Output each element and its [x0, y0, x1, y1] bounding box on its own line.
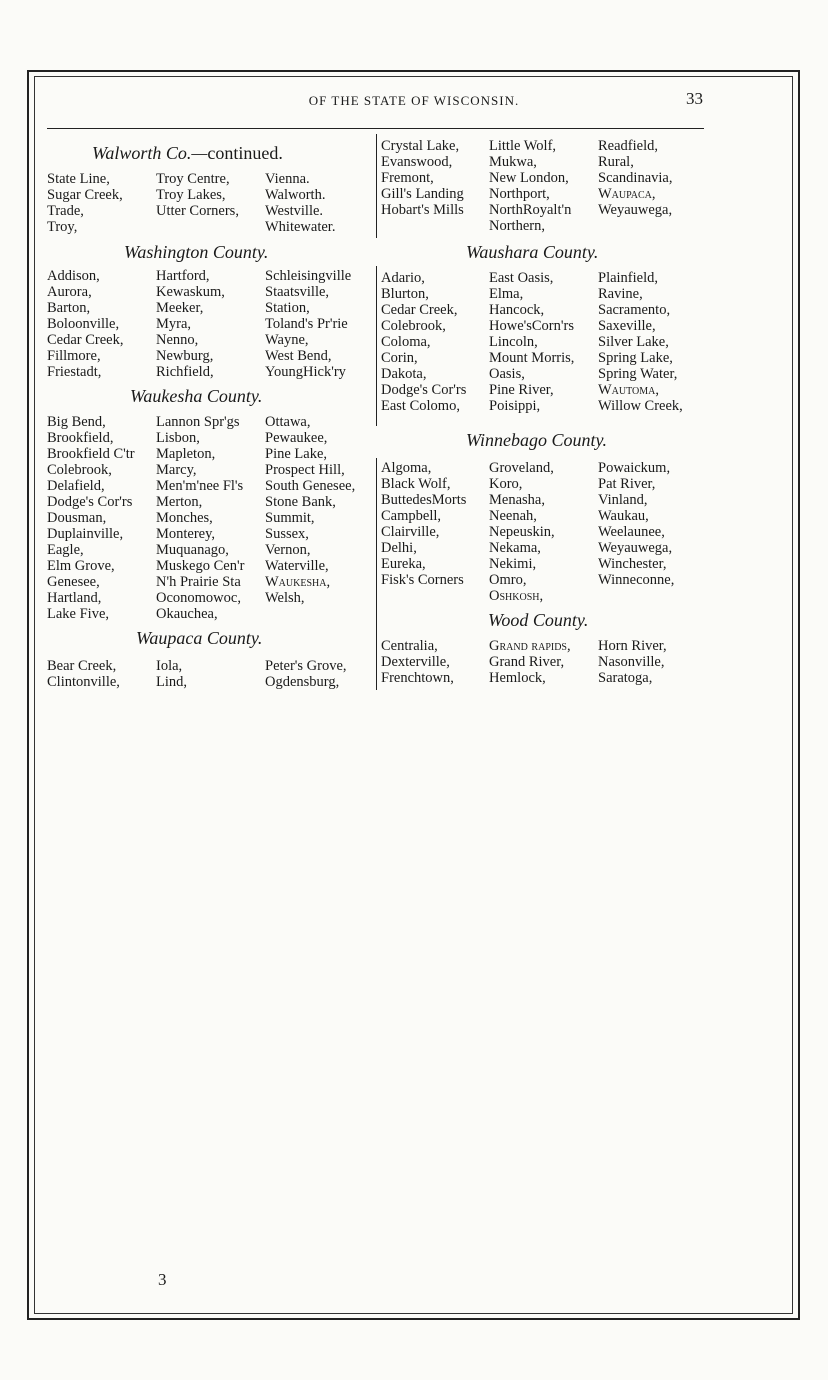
place-name: Dodge's Cor'rs: [381, 382, 467, 398]
place-name: Algoma,: [381, 460, 432, 476]
place-name: Winneconne,: [598, 572, 675, 588]
place-name: Evanswood,: [381, 154, 453, 170]
place-name: Sacramento,: [598, 302, 671, 318]
place-name: Stone Bank,: [265, 494, 336, 510]
place-name: Black Wolf,: [381, 476, 451, 492]
place-name: Frenchtown,: [381, 670, 454, 686]
place-name: Oconomowoc,: [156, 590, 241, 606]
place-name: Boloonville,: [47, 316, 120, 332]
place-name: Hartford,: [156, 268, 210, 284]
place-name: Fillmore,: [47, 348, 101, 364]
place-name: Whitewater.: [265, 219, 336, 235]
place-name: Willow Creek,: [598, 398, 683, 414]
place-name: Peter's Grove,: [265, 658, 347, 674]
place-name: Powaickum,: [598, 460, 671, 476]
place-name: Richfield,: [156, 364, 214, 380]
place-name: Myra,: [156, 316, 192, 332]
place-name: Nasonville,: [598, 654, 665, 670]
place-name: Prospect Hill,: [265, 462, 345, 478]
place-name: Vienna.: [265, 171, 310, 187]
place-name: Oasis,: [489, 366, 525, 382]
place-name: Northport,: [489, 186, 550, 202]
waushara-list: [381, 270, 713, 414]
place-name: Lisbon,: [156, 430, 200, 446]
place-name: Vernon,: [265, 542, 311, 558]
place-name: State Line,: [47, 171, 110, 187]
place-name: Silver Lake,: [598, 334, 669, 350]
place-name: Lake Five,: [47, 606, 110, 622]
place-name: [381, 218, 489, 234]
place-name: New London,: [489, 170, 569, 186]
place-name: Neenah,: [489, 508, 537, 524]
place-name: Clairville,: [381, 524, 440, 540]
place-name: Nepeuskin,: [489, 524, 555, 540]
place-name: Wayne,: [265, 332, 309, 348]
place-name: Westville.: [265, 203, 324, 219]
place-name: Koro,: [489, 476, 523, 492]
place-name: Dexterville,: [381, 654, 450, 670]
place-name: Waupaca,: [598, 186, 656, 202]
place-name: Plainfield,: [598, 270, 659, 286]
walworth-list: [47, 171, 377, 235]
waupaca-list: [47, 658, 377, 690]
place-name: Poisippi,: [489, 398, 541, 414]
section-title-walworth: Walworth Co.—continued.: [92, 143, 283, 163]
place-name: Campbell,: [381, 508, 442, 524]
place-name: Spring Water,: [598, 366, 678, 382]
place-name: Toland's Pr'rie: [265, 316, 348, 332]
place-name: Eureka,: [381, 556, 426, 572]
section-title-wood: Wood County.: [488, 610, 589, 630]
place-name: Saratoga,: [598, 670, 653, 686]
place-name: Bear Creek,: [47, 658, 117, 674]
place-name: NorthRoyalt'n: [489, 202, 572, 218]
place-name: Station,: [265, 300, 310, 316]
section-title-washington: Washington County.: [124, 242, 269, 262]
place-name: [598, 588, 713, 604]
place-name: Pat River,: [598, 476, 656, 492]
place-name: Merton,: [156, 494, 203, 510]
place-name: Meeker,: [156, 300, 204, 316]
place-name: Waterville,: [265, 558, 329, 574]
place-name: Weyauwega,: [598, 202, 673, 218]
place-name: Monches,: [156, 510, 213, 526]
place-name: Fisk's Corners: [381, 572, 464, 588]
place-name: Cedar Creek,: [47, 332, 124, 348]
place-name: Big Bend,: [47, 414, 106, 430]
running-head: OF THE STATE OF WISCONSIN.: [308, 93, 520, 108]
place-name: N'h Prairie Sta: [156, 574, 241, 590]
section-title-waushara: Waushara County.: [466, 242, 599, 262]
place-name: East Colomo,: [381, 398, 460, 414]
signature-mark: 3: [158, 1270, 167, 1289]
place-name: Oshkosh,: [489, 588, 544, 604]
place-name: Dodge's Cor'rs: [47, 494, 133, 510]
place-name: Horn River,: [598, 638, 667, 654]
place-name: Howe'sCorn'rs: [489, 318, 574, 334]
place-name: Menasha,: [489, 492, 545, 508]
place-name: Waukesha,: [265, 574, 331, 590]
place-name: Pine River,: [489, 382, 554, 398]
place-name: Blurton,: [381, 286, 429, 302]
place-name: Kewaskum,: [156, 284, 225, 300]
place-name: Waukau,: [598, 508, 649, 524]
place-name: Cedar Creek,: [381, 302, 458, 318]
page-number: 33: [686, 89, 703, 108]
place-name: Nenno,: [156, 332, 199, 348]
place-name: Friestadt,: [47, 364, 102, 380]
place-name: Grand rapids,: [489, 638, 571, 654]
place-name: Readfield,: [598, 138, 658, 154]
place-name: Pine Lake,: [265, 446, 328, 462]
place-name: Scandinavia,: [598, 170, 673, 186]
section-title-winnebago: Winnebago County.: [466, 430, 607, 450]
place-name: South Genesee,: [265, 478, 356, 494]
place-name: Lind,: [156, 674, 188, 690]
place-name: Brookfield C'tr: [47, 446, 135, 462]
place-name: Utter Corners,: [156, 203, 239, 219]
waupaca-continued-list: [381, 138, 713, 234]
place-name: Coloma,: [381, 334, 431, 350]
place-name: Wautoma,: [598, 382, 660, 398]
place-name: Spring Lake,: [598, 350, 673, 366]
place-name: Corin,: [381, 350, 418, 366]
waukesha-list: [47, 414, 377, 622]
place-name: Fremont,: [381, 170, 434, 186]
place-name: Summit,: [265, 510, 315, 526]
place-name: Newburg,: [156, 348, 214, 364]
place-name: Monterey,: [156, 526, 216, 542]
place-name: Mount Morris,: [489, 350, 575, 366]
place-name: West Bend,: [265, 348, 332, 364]
place-name: Hancock,: [489, 302, 545, 318]
place-name: Lincoln,: [489, 334, 538, 350]
place-name: Gill's Landing: [381, 186, 464, 202]
place-name: Dakota,: [381, 366, 427, 382]
place-name: Schleisingville: [265, 268, 352, 284]
place-name: Elma,: [489, 286, 524, 302]
place-name: Muquanago,: [156, 542, 229, 558]
place-name: Staatsville,: [265, 284, 330, 300]
place-name: [381, 588, 489, 604]
place-name: Omro,: [489, 572, 527, 588]
place-name: Sussex,: [265, 526, 309, 542]
place-name: Men'm'nee Fl's: [156, 478, 244, 494]
wood-list: [381, 638, 713, 686]
place-name: Hartland,: [47, 590, 102, 606]
place-name: Centralia,: [381, 638, 438, 654]
place-name: Groveland,: [489, 460, 554, 476]
place-name: Ogdensburg,: [265, 674, 340, 690]
place-name: Welsh,: [265, 590, 305, 606]
place-name: Brookfield,: [47, 430, 114, 446]
place-name: Grand River,: [489, 654, 565, 670]
place-name: Weyauwega,: [598, 540, 673, 556]
place-name: Rural,: [598, 154, 634, 170]
place-name: Hobart's Mills: [381, 202, 464, 218]
place-name: Dousman,: [47, 510, 107, 526]
place-name: Walworth.: [265, 187, 326, 203]
place-name: Nekimi,: [489, 556, 537, 572]
place-name: Mukwa,: [489, 154, 537, 170]
place-name: Genesee,: [47, 574, 100, 590]
section-title-waupaca: Waupaca County.: [136, 628, 263, 648]
place-name: Duplainville,: [47, 526, 124, 542]
washington-list: [47, 268, 377, 380]
place-name: Ottawa,: [265, 414, 311, 430]
place-name: Okauchea,: [156, 606, 218, 622]
place-name: Delafield,: [47, 478, 105, 494]
place-name: Sugar Creek,: [47, 187, 123, 203]
place-name: Trade,: [47, 203, 84, 219]
place-name: Marcy,: [156, 462, 197, 478]
section-title-waukesha: Waukesha County.: [130, 386, 263, 406]
place-name: Crystal Lake,: [381, 138, 460, 154]
place-name: YoungHick'ry: [265, 364, 346, 380]
place-name: Vinland,: [598, 492, 648, 508]
place-name: Addison,: [47, 268, 100, 284]
place-name: Muskego Cen'r: [156, 558, 245, 574]
place-name: [265, 606, 377, 622]
place-name: Troy Lakes,: [156, 187, 226, 203]
place-name: Iola,: [156, 658, 183, 674]
place-name: Colebrook,: [47, 462, 112, 478]
place-name: Adario,: [381, 270, 425, 286]
place-name: Clintonville,: [47, 674, 120, 690]
place-name: Winchester,: [598, 556, 667, 572]
place-name: Troy Centre,: [156, 171, 230, 187]
place-name: Hemlock,: [489, 670, 546, 686]
place-name: Colebrook,: [381, 318, 446, 334]
place-name: Delhi,: [381, 540, 417, 556]
place-name: Lannon Spr'gs: [156, 414, 240, 430]
place-name: [598, 218, 713, 234]
place-name: East Oasis,: [489, 270, 554, 286]
place-name: Aurora,: [47, 284, 92, 300]
place-name: ButtedesMorts: [381, 492, 467, 508]
header-rule: [47, 128, 704, 129]
place-name: Barton,: [47, 300, 91, 316]
place-name: Weelaunee,: [598, 524, 665, 540]
place-name: Ravine,: [598, 286, 643, 302]
place-name: Little Wolf,: [489, 138, 557, 154]
place-name: Elm Grove,: [47, 558, 115, 574]
place-name: Nekama,: [489, 540, 541, 556]
place-name: Saxeville,: [598, 318, 656, 334]
place-name: Eagle,: [47, 542, 84, 558]
place-name: Pewaukee,: [265, 430, 328, 446]
place-name: Troy,: [47, 219, 78, 235]
place-name: Northern,: [489, 218, 545, 234]
place-name: Mapleton,: [156, 446, 216, 462]
place-name: [156, 219, 265, 235]
winnebago-list: [381, 460, 713, 604]
